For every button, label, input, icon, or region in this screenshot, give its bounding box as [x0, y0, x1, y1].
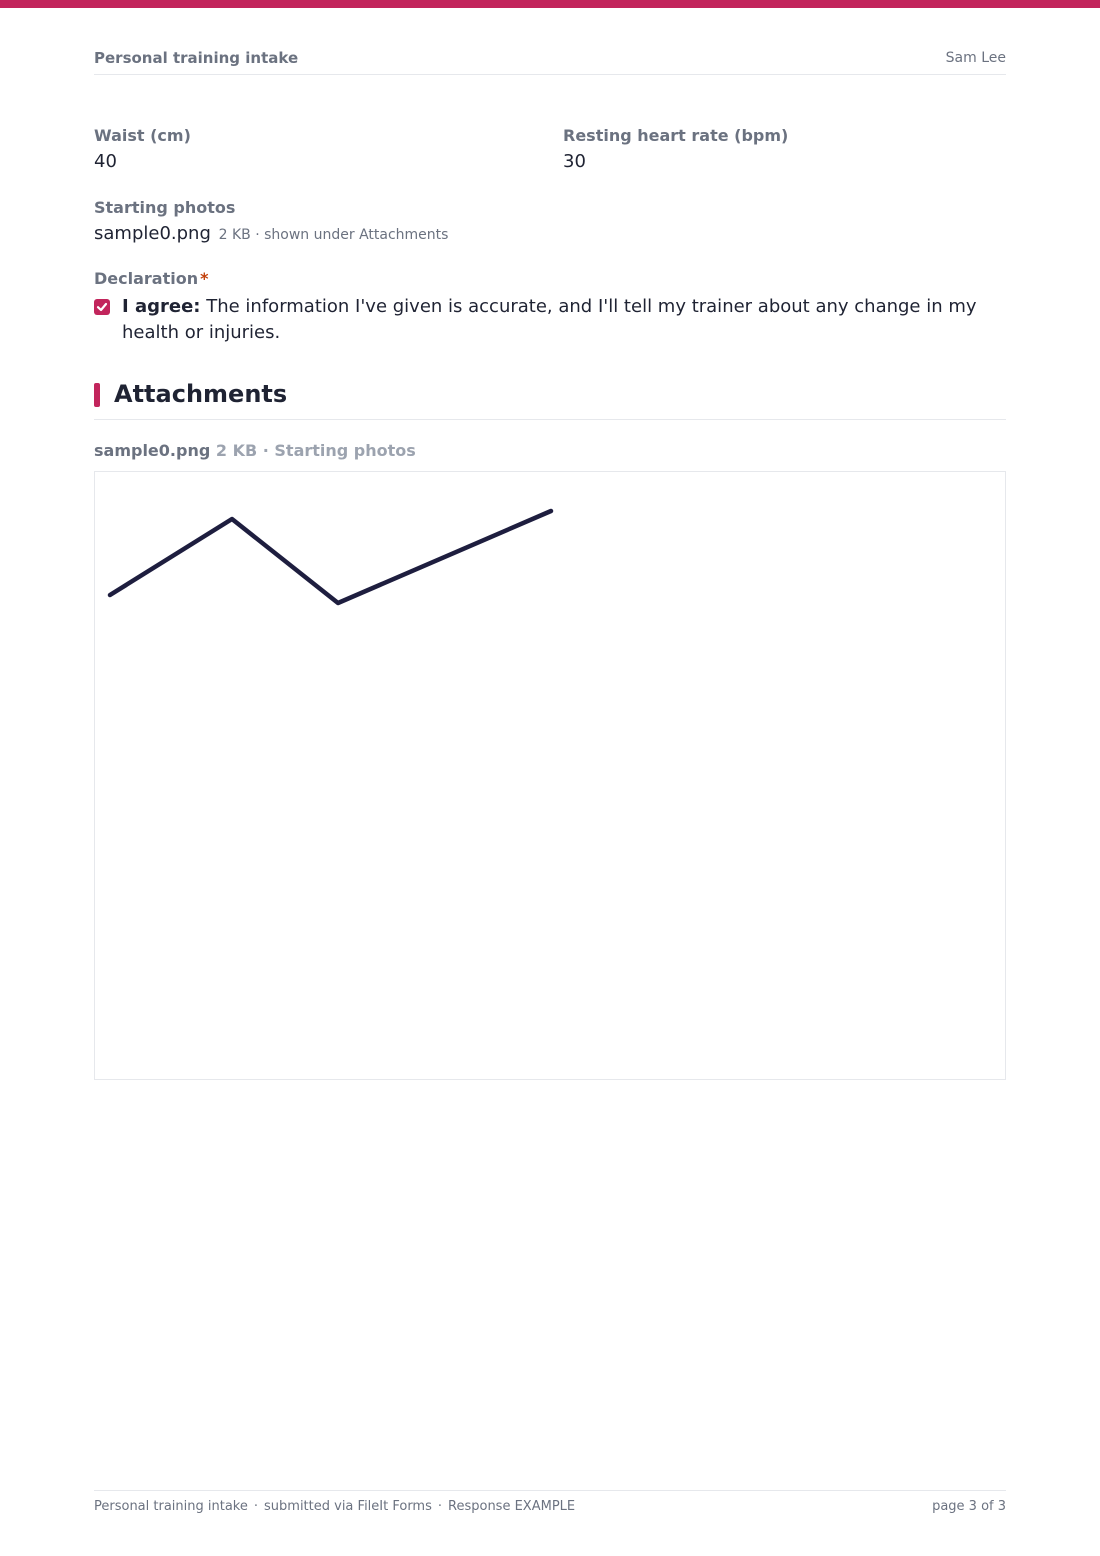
required-marker: *: [200, 269, 209, 288]
respondent-name: Sam Lee: [945, 50, 1006, 66]
starting-photos-file-link[interactable]: sample0.png: [94, 223, 211, 244]
attachments-title: Attachments: [114, 380, 288, 408]
starting-photos-label: Starting photos: [94, 198, 236, 217]
footer-response-id: Response EXAMPLE: [448, 1499, 576, 1514]
form-title: Personal training intake: [94, 49, 299, 67]
agree-label: I agree:: [122, 296, 201, 317]
attachment-image-frame: [94, 471, 1006, 1080]
resting-heart-rate-label: Resting heart rate (bpm): [563, 126, 789, 145]
starting-photos-value: [94, 223, 448, 244]
footer-separator: ·: [253, 1499, 259, 1514]
waist-label: Waist (cm): [94, 126, 191, 145]
attachment-file-meta: 2 KB · Starting photos: [215, 441, 416, 460]
waist-value: 40: [94, 151, 117, 172]
sketch-line: [110, 511, 551, 603]
page-number: page 3 of 3: [932, 1499, 1006, 1514]
declaration-statement: The information I've given is accurate, and I'll tell my trainer about any change in my health or injuries.: [122, 296, 977, 343]
declaration-label: [94, 269, 208, 288]
attachments-section-heading: [94, 380, 1006, 420]
declaration-label-text: Declaration: [94, 269, 199, 288]
attachment-caption: [94, 441, 416, 460]
section-accent-bar: [94, 383, 100, 407]
attachment-file-name[interactable]: sample0.png: [94, 441, 211, 460]
checkmark-icon: [94, 299, 110, 315]
top-accent-bar: [0, 0, 1100, 8]
page-header: [94, 47, 1006, 75]
attachment-image: [95, 472, 1005, 1079]
resting-heart-rate-value: 30: [563, 151, 586, 172]
starting-photos-file-meta: 2 KB · shown under Attachments: [218, 227, 449, 243]
footer-info: [94, 1499, 575, 1514]
page-footer: [94, 1490, 1006, 1520]
declaration-checkbox[interactable]: [94, 299, 110, 315]
footer-form-title: Personal training intake: [94, 1499, 248, 1514]
footer-submitted-via: submitted via FileIt Forms: [264, 1499, 432, 1514]
declaration-text: [122, 294, 1002, 346]
footer-separator: ·: [437, 1499, 443, 1514]
